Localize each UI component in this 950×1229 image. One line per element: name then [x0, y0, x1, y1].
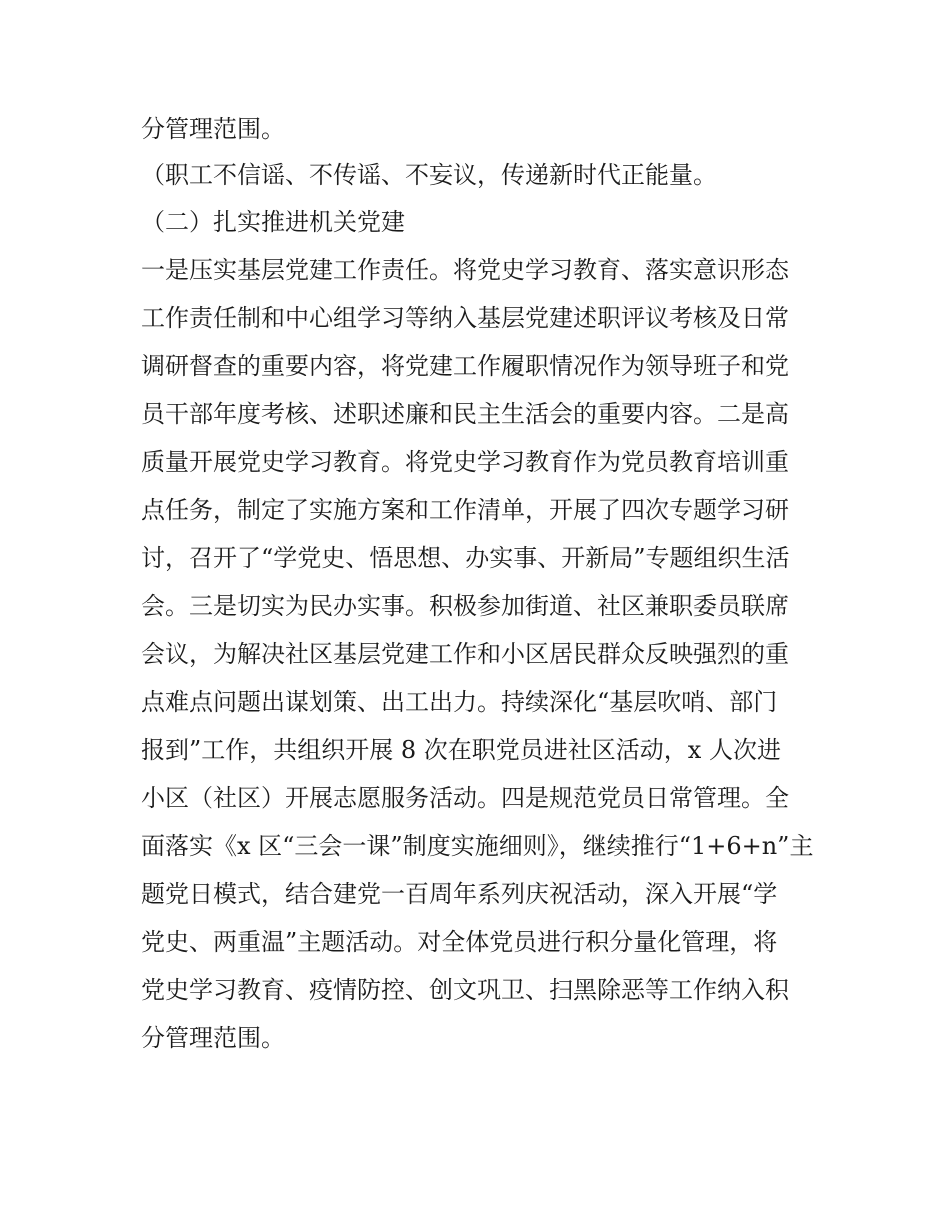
text-line: 员干部年度考核、述职述廉和民主生活会的重要内容。二是高	[141, 400, 789, 428]
text-line: 小区（社区）开展志愿服务活动。四是规范党员日常管理。全	[141, 784, 789, 812]
text-line: 党史、两重温”主题活动。对全体党员进行积分量化管理，将	[141, 928, 778, 956]
text-line: （职工不信谣、不传谣、不妄议，传递新时代正能量。	[141, 161, 717, 189]
text-line: 点任务，制定了实施方案和工作清单，开展了四次专题学习研	[141, 496, 789, 524]
text-line: 会议，为解决社区基层党建工作和小区居民群众反映强烈的重	[141, 640, 789, 668]
text-line: 质量开展党史学习教育。将党史学习教育作为党员教育培训重	[141, 448, 789, 476]
text-line: 题党日模式，结合建党一百周年系列庆祝活动，深入开展“学	[141, 880, 778, 908]
text-line: 工作责任制和中心组学习等纳入基层党建述职评议考核及日常	[141, 304, 789, 332]
text-line: 分管理范围。	[141, 115, 285, 143]
document-body	[141, 106, 821, 1062]
text-line: 报到”工作，共组织开展 8 次在职党员进社区活动，x 人次进	[141, 736, 781, 764]
text-line: 讨，召开了“学党史、悟思想、办实事、开新局”专题组织生活	[141, 544, 790, 572]
text-line: 党史学习教育、疫情防控、创文巩卫、扫黑除恶等工作纳入积	[141, 976, 789, 1004]
text-line: 点难点问题出谋划策、出工出力。持续深化“基层吹哨、部门	[141, 688, 778, 716]
text-line: 面落实《x 区“三会一课”制度实施细则》，继续推行“1+6+n”主	[141, 832, 814, 860]
text-line: 会。三是切实为民办实事。积极参加街道、社区兼职委员联席	[141, 592, 789, 620]
text-line: 一是压实基层党建工作责任。将党史学习教育、落实意识形态	[141, 256, 789, 284]
text-line: 调研督查的重要内容，将党建工作履职情况作为领导班子和党	[141, 352, 789, 380]
section-heading: （二）扎实推进机关党建	[141, 208, 405, 236]
text-line: 分管理范围。	[141, 1024, 285, 1052]
